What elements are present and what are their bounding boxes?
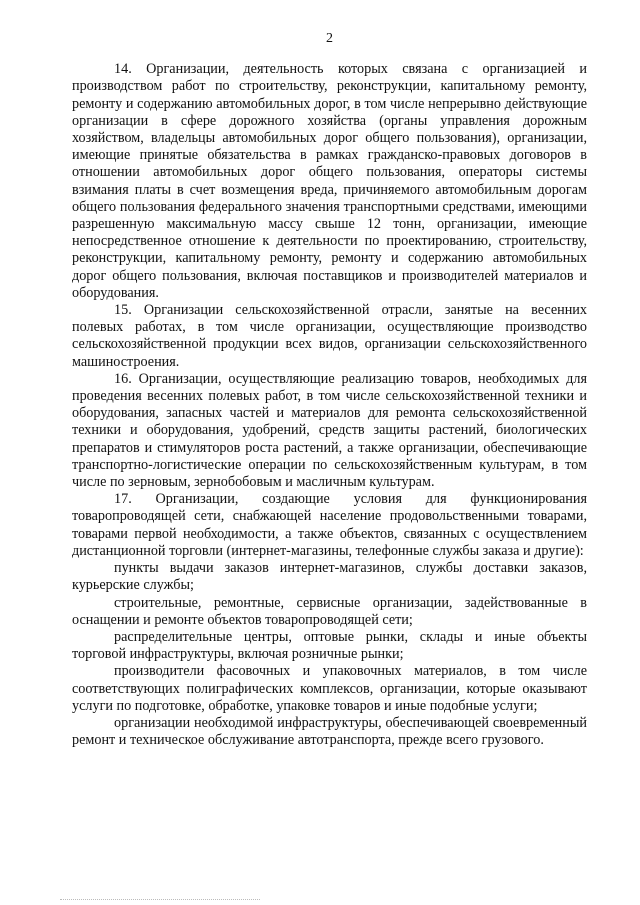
- footer-divider: [60, 899, 260, 901]
- list-item-infrastructure: организации необходимой инфраструктуры, обеспечивающей своевременный ремонт и техническое обслуживание автотранспорта, прежде всего грузового.: [72, 714, 587, 749]
- list-item-packaging-producers: производители фасовочных и упаковочных материалов, в том числе соответствующих полиграфических комплексов, организации, которые оказывают услуги по подготовке, обработке, упаковке товаров и иные подобные услуги;: [72, 663, 587, 714]
- list-item-pickup-points: пункты выдачи заказов интернет-магазинов, службы доставки заказов, курьерские службы;: [72, 560, 587, 594]
- page-number: 2: [326, 31, 333, 46]
- paragraph-15: 15. Организации сельскохозяйственной отрасли, занятые на весенних полевых работах, в том числе организации, осуществляющие производство сельскохозяйственной продукции всех видов, организации сельскохозяйственного машиностроения.: [72, 302, 587, 370]
- list-item-distribution-centers: распределительные центры, оптовые рынки, склады и иные объекты торговой инфраструктуры, включая розничные рынки;: [72, 628, 587, 663]
- paragraph-16: 16. Организации, осуществляющие реализацию товаров, необходимых для проведения весенних полевых работ, в том числе сельскохозяйственной техники и оборудования, запасных частей и материалов для ремонта сельскохозяйственной техники и оборудования, удобрений, средств защиты растений, биологических препаратов и стимуляторов роста растений, а также организации, обеспечивающие транспортно-логистические операции по сельскохозяйственным культурам, в том числе по зерновым, зернобобовым и масличным культурам.: [72, 370, 587, 491]
- list-item-construction-repair: строительные, ремонтные, сервисные организации, задействованные в оснащении и ремонте объектов товаропроводящей сети;: [72, 594, 587, 628]
- paragraph-17: 17. Организации, создающие условия для функционирования товаропроводящей сети, снабжающей население продовольственными товарами, товарами первой необходимости, а также объектов, связанных с осуществлением дистанционной торговли (интернет-магазины, телефонные службы заказа и другие):: [72, 491, 587, 559]
- paragraph-14: 14. Организации, деятельность которых связана с организацией и производством работ по строительству, реконструкции, капитальному ремонту, ремонту и содержанию автомобильных дорог, в том числе непрерывно действующие организации в сфере дорожного хозяйства (органы управления дорожным хозяйством, владельцы автомобильных дорог общего пользования), организации, имеющие принятые обязательства в рамках гражданско-правовых договоров в отношении автомобильных дорог общего пользования, операторы системы взимания платы в счет возмещения вреда, причиняемого автомобильным дорогам общего пользования федерального значения транспортными средствами, имеющими разрешенную максимальную массу свыше 12 тонн, организации, имеющие непосредственное отношение к деятельности по проектированию, строительству, реконструкции, капитальному ремонту, ремонту и содержанию автомобильных дорог общего пользования, включая поставщиков и производителей материалов и оборудования.: [72, 61, 587, 301]
- document-page: [72, 30, 587, 749]
